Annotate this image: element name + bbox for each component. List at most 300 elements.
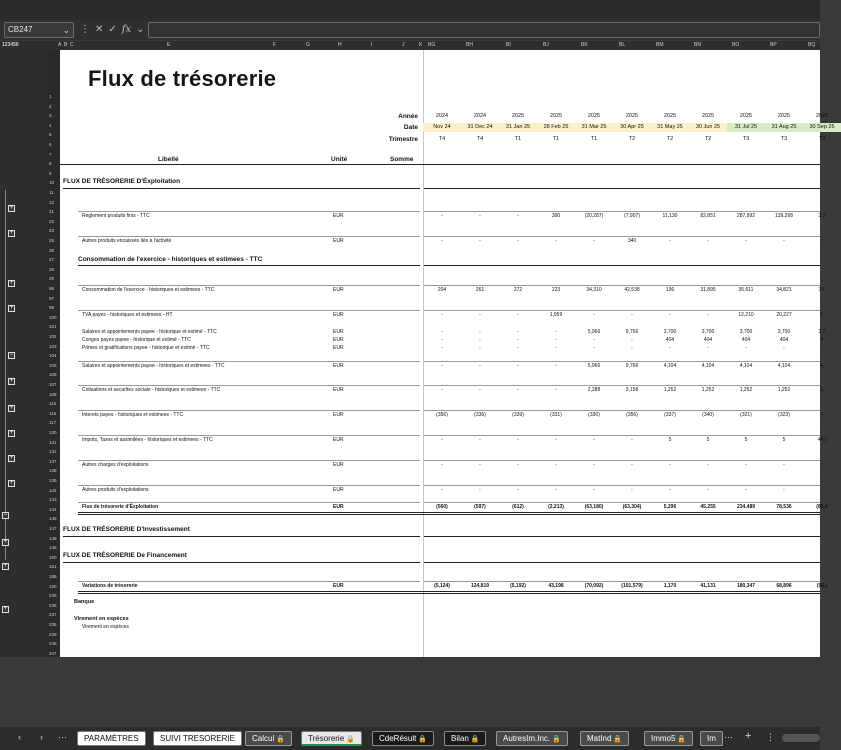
date-cell[interactable]: 28 Feb 25 [537,123,575,132]
yr-cell[interactable]: 2025 [739,113,753,119]
row-number[interactable]: 106 [49,372,57,378]
value-cell[interactable]: (5,192) [510,583,526,589]
value-cell[interactable]: - [479,213,481,219]
value-cell[interactable]: - [593,238,595,244]
value-cell[interactable]: 300 [551,213,561,219]
value-cell[interactable]: 34,310 [586,287,602,293]
value-cell[interactable]: 34, [818,287,826,293]
row-label[interactable]: Autres produits d'exploitations [82,487,149,493]
row-number[interactable]: 26 [49,247,55,253]
expand-group-icon[interactable]: + [9,305,14,311]
value-cell[interactable]: 4 [820,337,824,343]
collapse-group-icon[interactable]: − [9,352,14,358]
row-unit[interactable]: EUR [333,363,344,369]
value-cell[interactable]: - [631,487,633,493]
col-header-e[interactable]: E [167,42,171,48]
row-unit[interactable]: EUR [333,312,344,318]
value-cell[interactable]: (356) [626,412,638,418]
value-cell[interactable]: - [441,437,443,443]
value-cell[interactable]: 1,959 [549,312,563,318]
value-cell[interactable]: 1,252 [739,387,753,393]
value-cell[interactable]: (70,092) [584,583,604,589]
row-unit[interactable]: EUR [333,329,344,335]
value-cell[interactable]: 4,104 [777,363,791,369]
value-cell[interactable]: - [669,345,671,351]
value-cell[interactable]: - [593,345,595,351]
row-number[interactable]: 138 [49,468,57,474]
value-cell[interactable]: 78,536 [776,504,792,510]
row-label[interactable]: Autres produits encaissés liés à l'activité [82,238,172,244]
value-cell[interactable]: 4,104 [701,363,715,369]
outline-level-buttons[interactable]: 123456 [2,42,19,48]
row-number[interactable]: 247 [49,650,57,656]
value-cell[interactable]: 35,611 [738,287,754,293]
value-cell[interactable]: 404 [741,337,751,343]
formula-input[interactable] [148,22,820,38]
row-number[interactable]: 5 [49,132,52,138]
value-cell[interactable]: (597) [474,504,486,510]
value-cell[interactable]: 41,131 [700,583,716,589]
yr-cell[interactable]: 2025 [663,113,677,119]
row-number[interactable]: 107 [49,382,57,387]
row-number[interactable]: 146 [49,516,57,522]
row-number[interactable]: 29 [49,276,55,282]
value-cell[interactable]: - [555,238,557,244]
value-cell[interactable]: - [821,345,823,351]
date-cell[interactable]: 31 May 25 [651,123,689,132]
row-number[interactable]: 235 [49,593,57,599]
row-unit[interactable]: EUR [333,238,344,244]
row-unit[interactable]: EUR [333,337,344,343]
row-number[interactable]: 149 [49,545,57,551]
expand-group-icon[interactable]: + [9,230,14,236]
value-cell[interactable]: 5 [668,437,672,443]
value-cell[interactable]: - [479,329,481,335]
row-unit[interactable]: EUR [333,213,344,219]
value-cell[interactable]: - [707,312,709,318]
value-cell[interactable]: 4,104 [739,363,753,369]
value-cell[interactable]: - [517,345,519,351]
value-cell[interactable]: 234,489 [736,504,756,510]
expand-group-icon[interactable]: + [3,539,8,545]
row-number[interactable]: 104 [49,353,57,359]
insert-function-icon[interactable]: fx [121,24,132,35]
value-cell[interactable]: 1,252 [777,387,791,393]
value-cell[interactable]: - [441,487,443,493]
value-cell[interactable]: 44,( [817,437,827,443]
value-cell[interactable]: ( [821,412,823,418]
expand-group-icon[interactable]: + [9,378,14,384]
value-cell[interactable]: - [517,337,519,343]
value-cell[interactable]: - [555,387,557,393]
value-cell[interactable]: - [783,462,785,468]
value-cell[interactable]: (337) [664,412,676,418]
value-cell[interactable]: (336) [474,412,486,418]
row-number[interactable]: 139 [49,478,57,483]
value-cell[interactable]: 272 [513,287,523,293]
value-cell[interactable]: - [441,345,443,351]
sheet-tab[interactable] [77,731,146,746]
expand-group-icon[interactable]: + [9,430,14,436]
value-cell[interactable]: - [745,487,747,493]
value-cell[interactable]: 3,158 [625,387,639,393]
date-cell[interactable]: 31 Aug 25 [765,123,803,132]
row-unit[interactable]: EUR [333,583,344,589]
value-cell[interactable]: 3,7 [818,329,826,335]
row-number[interactable]: 25 [49,238,55,243]
row-number[interactable]: 9 [49,170,52,176]
date-cell[interactable]: 31 Dec 24 [461,123,499,132]
value-cell[interactable]: 31,895 [700,287,716,293]
value-cell[interactable]: (330) [588,412,600,418]
value-cell[interactable]: 4, [819,363,825,369]
value-cell[interactable]: (356) [436,412,448,418]
value-cell[interactable]: - [479,337,481,343]
value-cell[interactable]: (7,907) [624,213,640,219]
yr-cell[interactable]: 2025 [701,113,715,119]
tri-cell[interactable]: T2 [628,136,636,142]
row-number[interactable]: 102 [49,334,57,339]
row-number[interactable]: 236 [49,602,57,608]
tri-cell[interactable]: T1 [514,136,522,142]
date-cell[interactable]: 31 Jan 25 [499,123,537,132]
value-cell[interactable]: (90,( [816,583,828,589]
col-header-bq[interactable]: BQ [808,42,816,48]
expand-group-icon[interactable]: + [9,280,14,286]
value-cell[interactable]: - [745,238,747,244]
value-cell[interactable]: - [631,312,633,318]
row-number[interactable]: 21 [49,209,55,215]
chevron-down-icon[interactable]: ⌄ [136,24,145,35]
value-cell[interactable]: - [821,238,823,244]
date-cell[interactable]: 31 Mar 25 [575,123,613,132]
col-header-bo[interactable]: BO [732,42,740,48]
value-cell[interactable]: - [821,487,823,493]
row-number[interactable]: 8 [49,161,52,167]
yr-cell[interactable]: 2025 [777,113,791,119]
value-cell[interactable]: 45,255 [700,504,716,510]
row-label[interactable]: TVA payes - historiques et estimees - HT [82,312,173,318]
yr-cell[interactable]: 2025 [511,113,525,119]
row-label[interactable]: Reglement produits finis - TTC [82,213,150,219]
col-header-bm[interactable]: BM [656,42,664,48]
value-cell[interactable]: 42,538 [624,287,640,293]
more-sheets-icon[interactable]: ··· [58,732,67,742]
value-cell[interactable]: 2, [819,312,825,318]
value-cell[interactable]: 340 [627,238,637,244]
value-cell[interactable]: 1,170 [663,583,677,589]
value-cell[interactable]: (101,579) [621,583,643,589]
row-number[interactable]: 98 [49,305,55,311]
value-cell[interactable]: - [517,363,519,369]
row-label[interactable]: Impots, Taxes et assimilées - historiques et estimees - TTC [82,437,213,443]
value-cell[interactable]: - [517,312,519,318]
col-header-a[interactable]: A [58,42,62,48]
col-header-f[interactable]: F [273,42,277,48]
tri-cell[interactable]: T4 [438,136,446,142]
value-cell[interactable]: - [517,387,519,393]
expand-group-icon[interactable]: + [9,405,14,411]
tri-cell[interactable]: T3 [742,136,750,142]
value-cell[interactable]: - [783,345,785,351]
tri-cell[interactable]: T2 [704,136,712,142]
row-number[interactable]: 27 [49,257,55,263]
value-cell[interactable]: 68,896 [776,583,792,589]
value-cell[interactable]: 3,700 [739,329,753,335]
value-cell[interactable]: 261 [475,287,485,293]
value-cell[interactable]: - [669,238,671,244]
row-number[interactable]: 150 [49,554,57,560]
value-cell[interactable]: 1,252 [663,387,677,393]
row-unit[interactable]: EUR [333,412,344,418]
value-cell[interactable]: - [631,437,633,443]
date-cell[interactable]: 31 Jul 25 [727,123,765,132]
value-cell[interactable]: - [593,312,595,318]
row-label[interactable]: Consommation de l'exercice - historiques et estimees - TTC [82,287,215,293]
row-number[interactable]: 147 [49,526,57,531]
value-cell[interactable]: - [555,487,557,493]
value-cell[interactable]: (5,124) [434,583,450,589]
col-header-b[interactable]: B [64,42,68,48]
value-cell[interactable]: - [479,345,481,351]
sheet-tab[interactable] [372,731,434,746]
value-cell[interactable]: (20,287) [584,213,604,219]
yr-cell[interactable]: 2025 [587,113,601,119]
date-cell[interactable]: 30 Jun 25 [689,123,727,132]
value-cell[interactable]: - [593,337,595,343]
value-cell[interactable]: 20,227 [776,312,792,318]
value-cell[interactable]: - [517,462,519,468]
yr-cell[interactable]: 2025 [815,113,829,119]
value-cell[interactable]: - [479,387,481,393]
value-cell[interactable]: (339) [512,412,524,418]
value-cell[interactable]: (85,4 [816,504,828,510]
sheet-tab[interactable] [496,731,568,746]
value-cell[interactable]: - [479,487,481,493]
row-number[interactable]: 101 [49,324,57,330]
row-number[interactable]: 1 [49,94,52,99]
value-cell[interactable]: - [517,238,519,244]
value-cell[interactable]: (331) [550,412,562,418]
value-cell[interactable]: - [669,462,671,468]
col-header-i[interactable]: I [371,42,373,48]
row-label[interactable]: Primes et gratifications payee - historique et estimé - TTC [82,345,210,351]
value-cell[interactable]: - [555,437,557,443]
row-label[interactable]: Interets payes - historiques et estimees - TTC [82,412,184,418]
row-label[interactable]: Salaires et appointements payee - historiques et estimees - TTC [82,363,225,369]
col-header-g[interactable]: G [306,42,310,48]
date-cell[interactable]: 30 Sep 25 [803,123,841,132]
sheet-tab[interactable] [301,731,362,746]
tab-options-icon[interactable]: ⋮ [766,732,775,742]
value-cell[interactable]: - [555,337,557,343]
value-cell[interactable]: 404 [703,337,713,343]
next-sheet-icon[interactable]: › [40,732,43,742]
row-number[interactable]: 2 [49,103,52,109]
expand-group-icon[interactable]: + [9,480,14,486]
value-cell[interactable]: - [745,345,747,351]
value-cell[interactable]: - [517,213,519,219]
value-cell[interactable]: - [479,462,481,468]
value-cell[interactable]: 2,288 [587,387,601,393]
value-cell[interactable]: 204 [437,287,447,293]
col-header-bg[interactable]: BG [428,42,436,48]
expand-group-icon[interactable]: + [3,563,8,569]
value-cell[interactable]: - [631,462,633,468]
more-tabs-icon[interactable]: ··· [724,732,733,742]
value-cell[interactable]: 223 [551,287,561,293]
row-number[interactable]: 105 [49,362,57,368]
tri-cell[interactable]: T1 [552,136,560,142]
tri-cell[interactable]: T3 [780,136,788,142]
row-number[interactable]: 151 [49,564,57,570]
row-number[interactable]: 3 [49,113,52,119]
value-cell[interactable]: - [441,363,443,369]
value-cell[interactable]: 180,347 [736,583,756,589]
value-cell[interactable]: 5,966 [587,363,601,369]
more-options-icon[interactable]: ⋮ [80,24,90,35]
value-cell[interactable]: 12,210 [738,312,754,318]
row-number[interactable]: 12 [49,199,55,205]
row-unit[interactable]: EUR [333,345,344,351]
col-header-bi[interactable]: BI [506,42,511,48]
row-number[interactable]: 239 [49,631,57,637]
row-label[interactable]: Conges payes payee - historique et estimé - TTC [82,337,191,343]
value-cell[interactable]: (323) [778,412,790,418]
value-cell[interactable]: 9,766 [625,363,639,369]
prev-sheet-icon[interactable]: ‹ [18,732,21,742]
row-unit[interactable]: EUR [333,287,344,293]
value-cell[interactable]: - [479,312,481,318]
value-cell[interactable]: - [593,437,595,443]
row-number[interactable]: 190 [49,583,57,589]
value-cell[interactable]: - [555,329,557,335]
value-cell[interactable]: - [669,312,671,318]
value-cell[interactable]: - [707,345,709,351]
collapse-group-icon[interactable]: − [3,512,8,518]
value-cell[interactable]: 5 [706,437,710,443]
tri-cell[interactable]: T3 [818,136,826,142]
col-header-k[interactable]: K [419,42,423,48]
row-label[interactable]: Salaires et appointements payee - historique et estimé - TTC [82,329,217,335]
value-cell[interactable]: (612) [512,504,524,510]
value-cell[interactable]: - [745,462,747,468]
value-cell[interactable]: - [783,487,785,493]
row-number[interactable]: 28 [49,266,55,272]
value-cell[interactable]: 287,992 [736,213,756,219]
sheet-tab[interactable] [580,731,629,746]
row-unit[interactable]: EUR [333,437,344,443]
yr-cell[interactable]: 2024 [435,113,449,119]
value-cell[interactable]: 404 [779,337,789,343]
value-cell[interactable]: (2,213) [548,504,564,510]
value-cell[interactable]: - [783,238,785,244]
value-cell[interactable]: 3,700 [701,329,715,335]
value-cell[interactable]: 1,252 [701,387,715,393]
row-number[interactable]: 137 [49,458,57,464]
value-cell[interactable]: - [707,238,709,244]
row-number[interactable]: 115 [49,401,57,407]
value-cell[interactable]: 124,819 [470,583,490,589]
sheet-tab[interactable] [444,731,486,746]
horizontal-scrollbar[interactable] [782,734,820,742]
value-cell[interactable]: 4,104 [663,363,677,369]
row-number[interactable]: 7 [49,151,52,157]
row-number[interactable]: 117 [49,420,57,426]
col-header-h[interactable]: H [338,42,342,48]
row-number[interactable]: 6 [49,142,52,147]
yr-cell[interactable]: 2025 [625,113,639,119]
expand-group-icon[interactable]: + [9,455,14,461]
value-cell[interactable]: 3,700 [663,329,677,335]
value-cell[interactable]: - [479,437,481,443]
yr-cell[interactable]: 2025 [549,113,563,119]
row-label[interactable]: Autres charges d'exploitations [82,462,149,468]
col-header-j[interactable]: J [402,42,405,48]
value-cell[interactable]: - [593,462,595,468]
row-number[interactable]: 116 [49,410,57,416]
row-number[interactable]: 100 [49,314,57,320]
expand-group-icon[interactable]: + [9,205,14,211]
row-number[interactable]: 11 [49,190,54,195]
row-number[interactable]: 142 [49,487,57,493]
value-cell[interactable]: - [669,487,671,493]
tri-cell[interactable]: T1 [590,136,598,142]
col-header-bl[interactable]: BL [619,42,626,48]
value-cell[interactable]: - [441,462,443,468]
value-cell[interactable]: - [517,487,519,493]
row-label[interactable]: Cotisations et securites sociale - historiques et estimees - TTC [82,387,221,393]
col-header-c[interactable]: C [70,42,74,48]
row-label[interactable]: Variations de trésorerie [82,583,138,589]
value-cell[interactable]: - [441,213,443,219]
row-number[interactable]: 23 [49,228,55,234]
row-number[interactable]: 96 [49,286,55,291]
value-cell[interactable]: 3,700 [777,329,791,335]
value-cell[interactable]: - [441,312,443,318]
value-cell[interactable]: - [441,337,443,343]
col-header-bj[interactable]: BJ [543,42,549,48]
chevron-down-icon[interactable]: ⌄ [62,25,70,35]
value-cell[interactable]: (63,180) [584,504,604,510]
value-cell[interactable]: - [441,238,443,244]
row-number[interactable]: 97 [49,295,55,301]
row-number[interactable]: 143 [49,497,57,503]
col-header-bn[interactable]: BN [694,42,701,48]
row-number[interactable]: 4 [49,122,52,128]
col-header-bk[interactable]: BK [581,42,588,48]
value-cell[interactable]: (560) [436,504,448,510]
value-cell[interactable]: 2,2 [818,213,826,219]
value-cell[interactable]: 5 [744,437,748,443]
value-cell[interactable]: 5 [782,437,786,443]
sheet-tab[interactable] [644,731,693,746]
value-cell[interactable]: - [631,337,633,343]
value-cell[interactable]: 1, [819,387,825,393]
row-number[interactable]: 132 [49,449,57,455]
cancel-icon[interactable]: ✕ [95,24,104,35]
value-cell[interactable]: - [555,363,557,369]
row-number[interactable]: 108 [49,391,57,397]
date-cell[interactable]: 30 Apr 25 [613,123,651,132]
row-number[interactable]: 246 [49,641,57,647]
sheet-tab[interactable] [245,731,292,746]
value-cell[interactable]: (63,304) [622,504,642,510]
row-unit[interactable]: EUR [333,387,344,393]
row-number[interactable]: 22 [49,218,55,224]
value-cell[interactable]: - [517,437,519,443]
sheet-tab[interactable] [700,731,723,746]
